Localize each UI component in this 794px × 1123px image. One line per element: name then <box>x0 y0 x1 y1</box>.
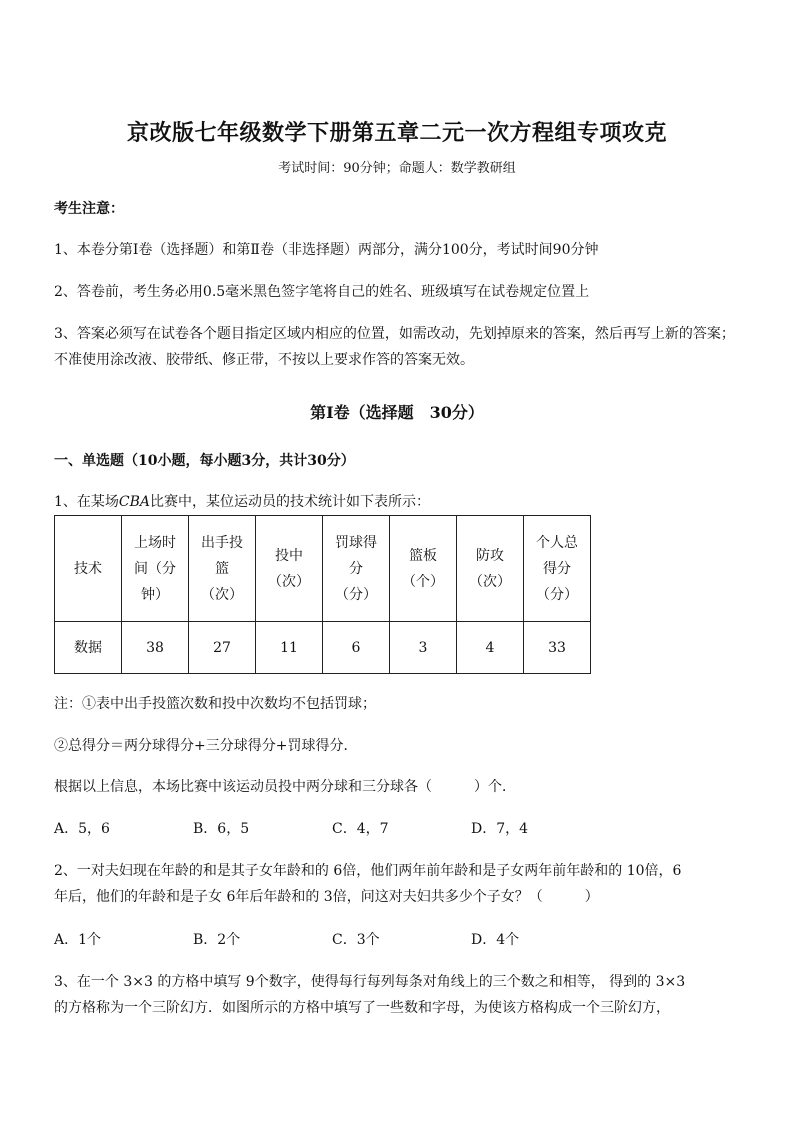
header-line: 出手投 <box>201 534 243 551</box>
exam-info: 考试时间：90分钟；命题人：数学教研组 <box>278 161 516 176</box>
header-line: （次） <box>201 586 243 603</box>
notice-item-2: 2、答卷前，考生务必用0.5毫米黑色签字笔将自己的姓名、班级填写在试卷规定位置上 <box>54 284 590 300</box>
notice-item-3: 3、答案必须写在试卷各个题目指定区域内相应的位置，如需改动，先划掉原来的答案，然后再写上新的答案；不准使用涂改液、胶带纸、修正带，不按以上要求作答的答案无效。 <box>54 326 735 368</box>
stats-cell: 11 <box>256 622 323 674</box>
stats-header-cell <box>256 516 323 622</box>
stats-cell: 6 <box>323 622 390 674</box>
question-1-text: 根据以上信息，本场比赛中该运动员投中两分球和三分球各（ ）个． <box>54 779 516 795</box>
header-line: （分） <box>335 586 377 603</box>
stats-cell: 27 <box>189 622 256 674</box>
header-line: （分） <box>536 586 578 603</box>
choice-d[interactable]: D．7，4 <box>471 821 529 837</box>
part-title: 一、单选题（10小题，每小题3分，共计30分） <box>54 453 355 469</box>
stats-cell: 33 <box>524 622 591 674</box>
choice-a[interactable]: A．5，6 <box>54 821 110 837</box>
header-line: 上场时 <box>134 534 176 551</box>
header-line: 防攻 <box>476 547 504 564</box>
header-line: 罚球得 <box>335 534 377 551</box>
stats-header-cell <box>323 516 390 622</box>
question-1-note-2: ②总得分＝两分球得分+三分球得分+罚球得分． <box>54 738 358 754</box>
question-2-line-1: 2、一对夫妇现在年龄的和是其子女年龄和的 6倍，他们两年前年龄和是子女两年前年龄和的 10倍，6 <box>54 863 682 879</box>
header-line: （个） <box>402 573 444 590</box>
header-line: 间（分 <box>134 560 176 577</box>
notice-heading: 考生注意： <box>54 201 124 217</box>
question-1-stem <box>54 489 744 515</box>
choice-a[interactable]: A．1个 <box>54 932 102 948</box>
choice-b[interactable]: B．2个 <box>193 932 241 948</box>
question-3-line-1: 3、在一个 3×3 的方格中填写 9个数字，使得每行每列每条对角线上的三个数之和相等， 得到的 3×3 <box>54 974 686 990</box>
header-line: （次） <box>268 573 310 590</box>
header-line: 得分 <box>543 560 571 577</box>
header-line: 钟） <box>141 586 169 603</box>
header-line: 投中 <box>275 547 303 564</box>
section-title: 第Ⅰ卷（选择题 30分） <box>310 403 484 422</box>
header-line: 技术 <box>74 560 102 577</box>
question-2-line-2: 年后，他们的年龄和是子女 6年后年龄和的 3倍，问这对夫妇共多少个子女？（ ） <box>54 889 599 905</box>
stats-header-cell <box>55 516 122 622</box>
choice-c[interactable]: C．4，7 <box>332 821 389 837</box>
stats-data-row <box>55 622 591 674</box>
choice-c[interactable]: C．3个 <box>332 932 380 948</box>
stats-cell: 4 <box>457 622 524 674</box>
stats-cell: 3 <box>390 622 457 674</box>
choice-b[interactable]: B．6，5 <box>193 821 250 837</box>
question-1-stem-suffix: 比赛中，某位运动员的技术统计如下表所示： <box>150 494 431 510</box>
header-line: 篮 <box>215 560 229 577</box>
stats-table <box>54 515 591 674</box>
header-line: 分 <box>349 560 363 577</box>
question-2-choices <box>54 927 610 953</box>
stats-cell: 38 <box>122 622 189 674</box>
stats-header-cell <box>524 516 591 622</box>
stats-cell: 数据 <box>55 622 122 674</box>
question-1-note-1: 注：①表中出手投篮次数和投中次数均不包括罚球； <box>54 696 376 712</box>
question-1-stem-prefix: 1、在某场 <box>54 494 119 510</box>
stats-header-cell <box>390 516 457 622</box>
question-1-stem-abbr: CBA <box>118 494 151 510</box>
notice-item-1: 1、本卷分第Ⅰ卷（选择题）和第Ⅱ卷（非选择题）两部分，满分100分，考试时间90分钟 <box>54 242 599 258</box>
stats-header-cell <box>189 516 256 622</box>
question-1-choices <box>54 816 610 842</box>
choice-d[interactable]: D．4个 <box>471 932 520 948</box>
page-title: 京改版七年级数学下册第五章二元一次方程组专项攻克 <box>126 120 667 146</box>
stats-header-cell <box>122 516 189 622</box>
header-line: 个人总 <box>536 534 578 551</box>
header-line: 篮板 <box>409 547 437 564</box>
header-line: （次） <box>469 573 511 590</box>
stats-header-cell <box>457 516 524 622</box>
stats-header-row <box>55 516 591 622</box>
question-3-line-2: 的方格称为一个三阶幻方．如图所示的方格中填写了一些数和字母，为使该方格构成一个三阶幻方， <box>54 1000 670 1016</box>
